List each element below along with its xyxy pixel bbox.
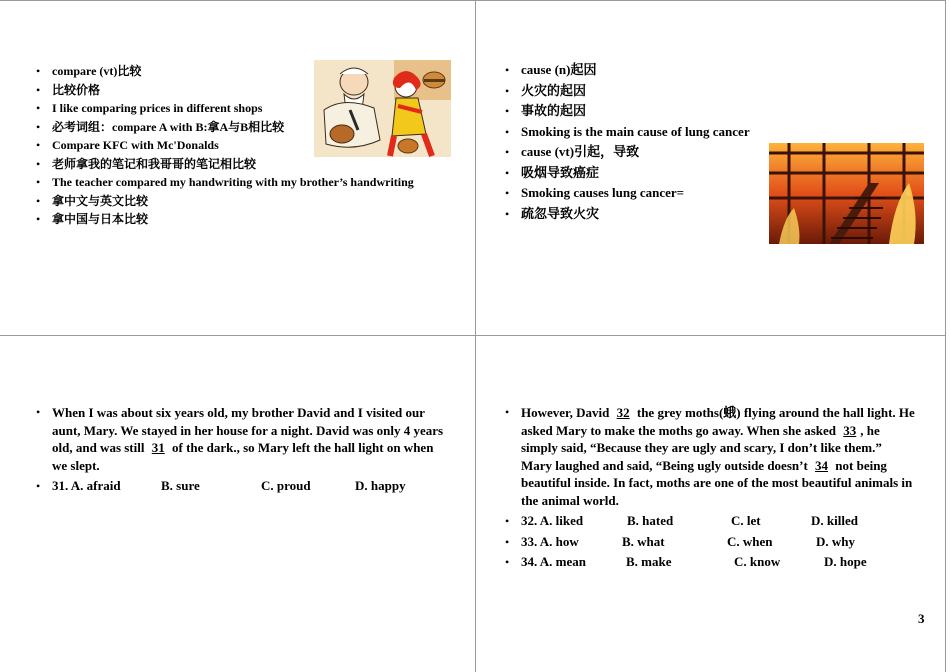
passage-text: When I was about six years old, my brother David and I visited our aunt, Mary. We stayed in her house for a night. David was only 4 years old, and was still [52, 405, 444, 455]
bullet-item: • 拿中国与日本比较 [36, 210, 456, 229]
question-32-options [505, 511, 915, 532]
option-c: C. know [734, 554, 781, 569]
blank-33: 33 [843, 422, 857, 438]
page-number: 3 [918, 611, 925, 626]
divider-right [945, 0, 946, 672]
option-b: B. hated [627, 513, 674, 528]
passage-text: However, David [521, 405, 610, 420]
option-c: C. when [727, 533, 773, 549]
option-d: D. happy [355, 478, 406, 493]
question-31-options [36, 476, 444, 497]
bullet-item: • 必考词组：compare A with B:拿A与B相比较 [36, 118, 456, 137]
option-a: • 32. A. liked [521, 513, 584, 528]
option-b: B. make [626, 554, 672, 569]
passage-text: not being beautiful inside. In fact, moths are one of the most beautiful animals in the animal world. [521, 457, 913, 508]
bullet-item: • Smoking causes lung cancer= [505, 183, 925, 204]
bullet-item: • compare (vt)比较 [36, 62, 456, 81]
slide-cloze-passage-1 [36, 404, 444, 497]
blank-31: 31 [151, 440, 165, 455]
bullet-item: • 老师拿我的笔记和我哥哥的笔记相比较 [36, 155, 456, 174]
option-d: D. killed [811, 513, 858, 528]
slide-cloze-passage-2 [505, 404, 915, 573]
passage-list [505, 404, 915, 573]
passage-text: the grey moths(蛾) flying around the hall light. He asked Mary to make the moths go away. When she asked [521, 405, 915, 438]
bullet-item: • 拿中文与英文比较 [36, 192, 456, 211]
divider-top [0, 0, 946, 1]
bullet-item: • 吸烟导致癌症 [505, 163, 925, 184]
option-a: • 31. A. afraid [52, 478, 121, 493]
bullet-item: • cause (n)起因 [505, 60, 925, 81]
option-c: C. proud [261, 478, 311, 493]
option-a: • 33. A. how [521, 533, 579, 549]
passage-list [36, 404, 444, 497]
bullet-item: • 火灾的起因 [505, 81, 925, 102]
blank-32: 32 [616, 405, 630, 420]
passage-paragraph [36, 404, 444, 474]
kfc-vs-mcdonalds-illustration [314, 60, 451, 157]
blank-34: 34 [815, 457, 829, 473]
passage-text: , he simply said, “Because they are ugly and scary, I don’t like them.” Mary laughed and said, “Being ugly outside doesn’t [521, 422, 882, 473]
option-a: • 34. A. mean [521, 554, 586, 569]
bullet-item: • 比较价格 [36, 81, 456, 100]
question-33-options [505, 532, 915, 553]
passage-paragraph [505, 404, 915, 509]
option-b: B. sure [161, 478, 200, 493]
option-c: C. let [731, 513, 761, 528]
option-b: B. what [622, 533, 665, 549]
bullet-item: • Smoking is the main cause of lung cancer [505, 122, 925, 143]
bullet-item: • Compare KFC with Mc'Donalds [36, 136, 456, 155]
divider-horizontal [0, 335, 946, 336]
bullet-item: • 疏忽导致火灾 [505, 204, 925, 225]
option-d: D. why [816, 533, 856, 549]
bullet-item: • cause (vt)引起，导致 [505, 142, 925, 163]
bullet-item: • I like comparing prices in different shops [36, 99, 456, 118]
question-34-options [505, 552, 915, 573]
bullet-item: • 事故的起因 [505, 101, 925, 122]
divider-vertical [475, 0, 476, 672]
bullet-item: • The teacher compared my handwriting with my brother’s handwriting [36, 173, 456, 192]
house-fire-photo [769, 143, 924, 244]
option-d: D. hope [824, 554, 867, 569]
passage-text: of the dark., so Mary left the hall light on when we slept. [52, 440, 434, 473]
